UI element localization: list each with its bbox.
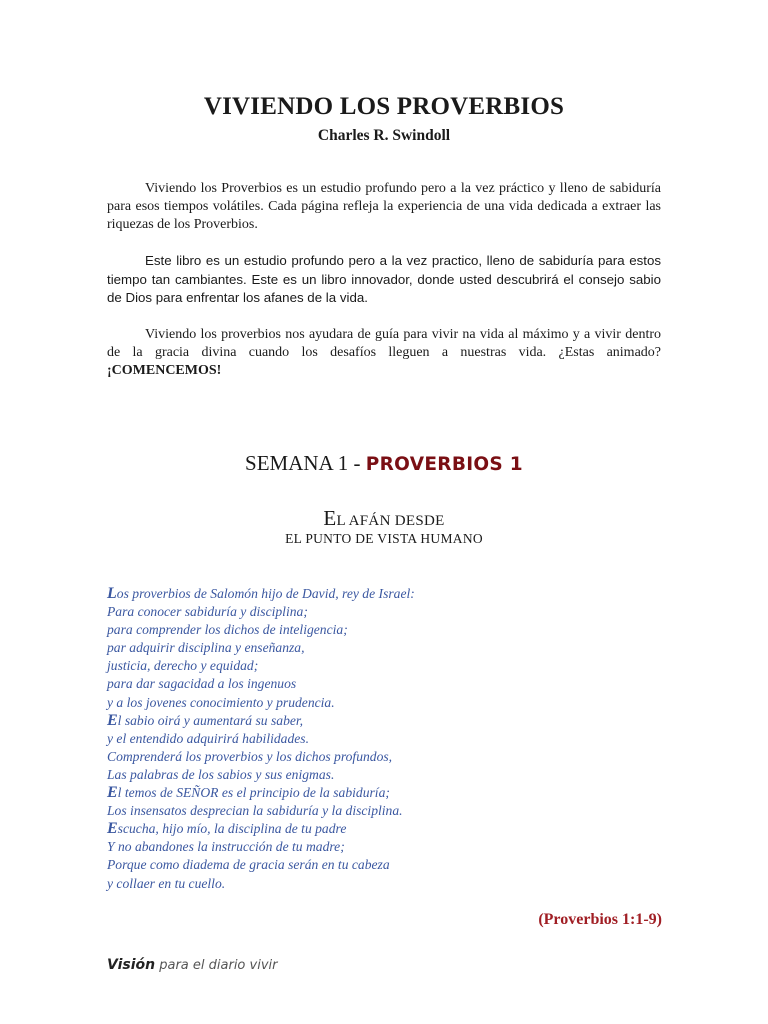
verse-text: Los insensatos desprecian la sabiduría y la disciplina. <box>107 803 403 819</box>
paragraph-text: Viviendo los proverbios nos ayudara de guía para vivir na vida al máximo y a vivir dentro de la gracia divina cuando los desafíos lleguen a nuestras vida. ¿Estas animado? <box>107 327 661 361</box>
week-book: PROVERBIOS 1 <box>365 454 523 475</box>
verse-line <box>107 585 667 603</box>
verse-line <box>107 603 667 621</box>
verse-text: l temos de SEÑOR es el principio de la sabiduría; <box>117 785 390 801</box>
verse-text: y el entendido adquirirá habilidades. <box>107 730 309 746</box>
verse-text: y a los jovenes conocimiento y prudencia. <box>107 694 335 710</box>
verse-text: y collaer en tu cuello. <box>107 875 226 891</box>
footer-tagline: para el diario vivir <box>155 958 278 973</box>
verse-text: scucha, hijo mío, la disciplina de tu padre <box>117 821 347 837</box>
verse-line <box>107 621 667 639</box>
verse-text: os proverbios de Salomón hijo de David, rey de Israel: <box>116 586 415 601</box>
author-name: Charles R. Swindoll <box>317 127 451 144</box>
verse-line <box>107 820 667 838</box>
page-title: VIVIENDO LOS PROVERBIOS <box>203 93 565 120</box>
section-title <box>0 506 768 531</box>
paragraph-text: Este libro es un estudio profundo pero a la vez practico, lleno de sabiduría para estos tiempo tan cambiantes. Este es un libro innovador, donde usted descubrirá el consejo sabio de Dios para enfrentar los afanes de la vida. <box>107 253 661 306</box>
verse-line <box>107 657 667 675</box>
verse-line <box>107 838 667 856</box>
week-heading <box>0 451 768 476</box>
intro-paragraph-2 <box>107 252 661 308</box>
verse-line <box>107 748 667 766</box>
verse-drop-cap: E <box>107 820 118 838</box>
verse-text: Porque como diadema de gracia serán en tu cabeza <box>107 857 390 873</box>
footer-brand-name: Visión <box>107 957 156 973</box>
verse-text: Y no abandones la instrucción de tu madre; <box>107 839 345 855</box>
verse-line <box>107 875 667 893</box>
verse-line <box>107 784 667 802</box>
intro-paragraph-3 <box>107 326 661 381</box>
verse-drop-cap: E <box>107 784 118 802</box>
section-title-cap: E <box>323 506 337 530</box>
scripture-reference: (Proverbios 1:1-9) <box>538 911 662 928</box>
verse-line <box>107 712 667 730</box>
intro-paragraph-1 <box>107 180 661 235</box>
scripture-passage <box>107 585 667 893</box>
verse-line <box>107 694 667 712</box>
section-title-rest: L AFÁN DESDE <box>336 513 445 529</box>
verse-line <box>107 802 667 820</box>
verse-text: l sabio oirá y aumentará su saber, <box>117 712 304 728</box>
verse-line <box>107 856 667 874</box>
verse-text: Comprenderá los proverbios y los dichos profundos, <box>107 748 393 764</box>
verse-text: Para conocer sabiduría y disciplina; <box>107 604 308 620</box>
verse-text: par adquirir disciplina y enseñanza, <box>107 640 305 656</box>
verse-text: justicia, derecho y equidad; <box>107 658 259 674</box>
verse-text: para dar sagacidad a los ingenuos <box>107 676 297 692</box>
call-to-action: ¡COMENCEMOS! <box>107 363 222 379</box>
verse-line <box>107 730 667 748</box>
week-label: SEMANA 1 - <box>245 451 366 475</box>
verse-text: para comprender los dichos de inteligencia; <box>107 622 348 638</box>
verse-line <box>107 675 667 693</box>
verse-text: Las palabras de los sabios y sus enigmas. <box>107 766 335 782</box>
verse-line <box>107 639 667 657</box>
verse-drop-cap: L <box>107 585 117 602</box>
paragraph-text: Viviendo los Proverbios es un estudio profundo pero a la vez práctico y lleno de sabiduría para esos tiempos volátiles. Cada página refleja la experiencia de una vida dedicada a extraer las riquezas de los Proverbios. <box>107 181 661 233</box>
footer-brand <box>107 957 277 973</box>
section-subtitle: EL PUNTO DE VISTA HUMANO <box>285 531 483 546</box>
verse-drop-cap: E <box>107 711 118 729</box>
verse-line <box>107 766 667 784</box>
